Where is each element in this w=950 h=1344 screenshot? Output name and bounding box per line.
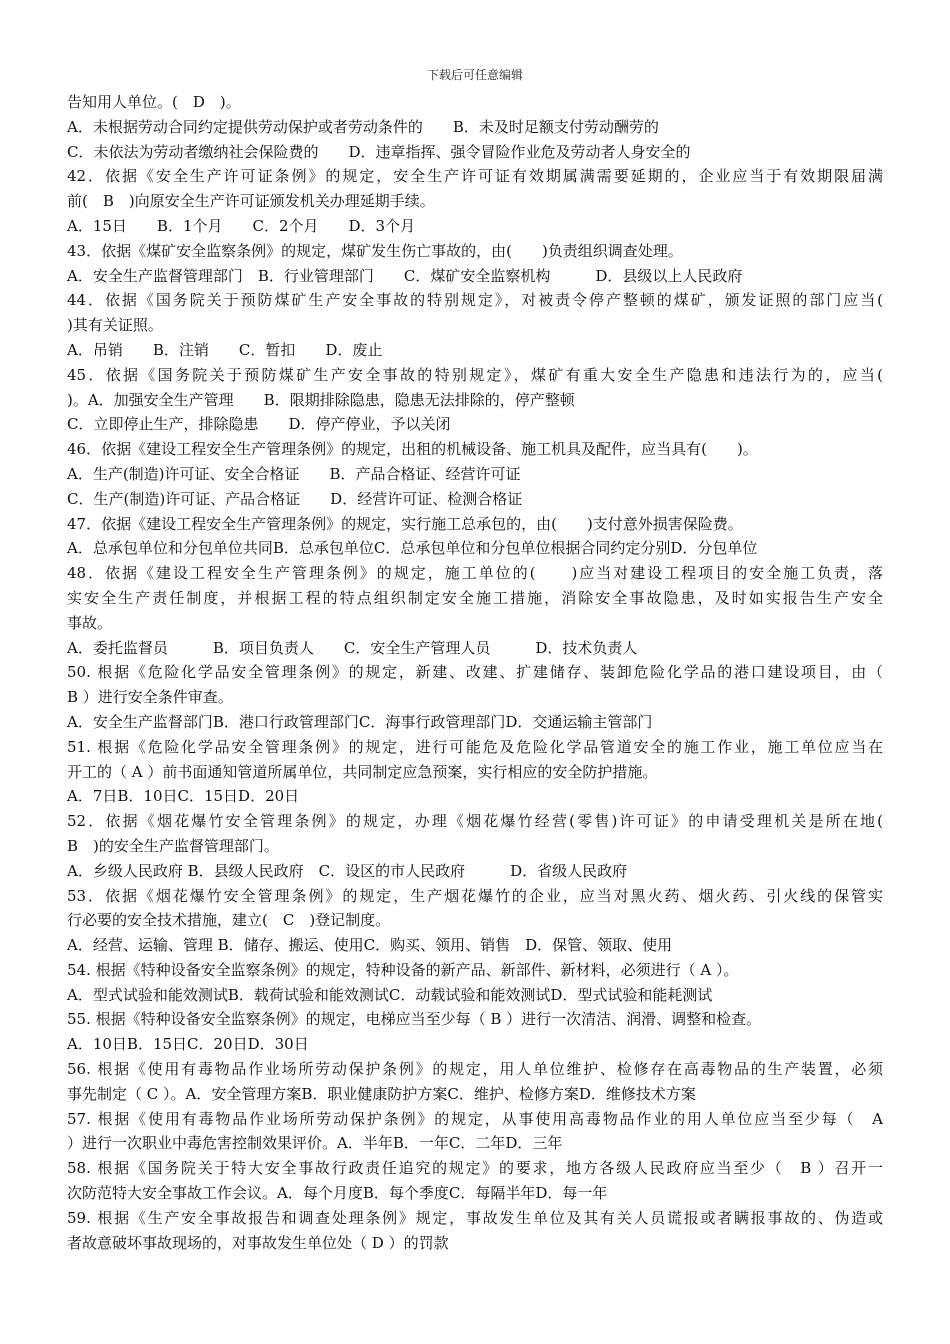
text-line: 行必要的安全技术措施，建立( C )登记制度。 [67,911,391,930]
text-line: A．15日 B．1个月 C．2个月 D．3个月 [67,216,416,235]
text-line: )。A．加强安全生产管理 B．限期排除隐患，隐患无法排除的，停产整顿 [67,390,575,409]
text-line: A．委托监督员 B．项目负责人 C．安全生产管理人员 D．技术负责人 [67,638,638,657]
text-line: 58. 根据《国务院关于特大安全事故行政责任追究的规定》的要求，地方各级人民政府应当至少（ B ）召开一 [67,1159,883,1178]
text-line: 54. 根据《特种设备安全监察条例》的规定，特种设备的新产品、新部件、新材料，必须进行（ A ）。 [67,960,739,979]
text-line: A．型式试验和能效测试B．载荷试验和能效测试C．动载试验和能效测试D．型式试验和能耗测试 [67,985,713,1004]
text-line: A．未根据劳动合同约定提供劳动保护或者劳动条件的 B．未及时足额支付劳动酬劳的 [67,117,659,136]
text-line: 50. 根据《危险化学品安全管理条例》的规定，新建、改建、扩建储存、装卸危险化学品的港口建设项目，由（ [67,663,883,682]
text-line: C．生产(制造)许可证、产品合格证 D．经营许可证、检测合格证 [67,489,523,508]
text-line: 事故。 [67,613,113,632]
text-line: A．安全生产监督部门B．港口行政管理部门C．海事行政管理部门D．交通运输主管部门 [67,712,653,731]
text-line: 前( B )向原安全生产许可证颁发机关办理延期手续。 [67,192,435,211]
text-line: 51. 根据《危险化学品安全管理条例》的规定，进行可能危及危险化学品管道安全的施工作业，施工单位应当在 [67,737,883,756]
text-line: 57. 根据《使用有毒物品作业场所劳动保护条例》的规定，从事使用高毒物品作业的用人单位应当至少每（ A [67,1109,883,1128]
text-line: 实安全生产责任制度，并根据工程的特点组织制定安全施工措施，消除安全事故隐患，及时如实报告生产安全 [67,588,883,607]
text-line: 事先制定（ C ）。A．安全管理方案B．职业健康防护方案C．维护、检修方案D．维修技术方案 [67,1084,696,1103]
text-line: B )的安全生产监督管理部门。 [67,836,279,855]
text-line: ）进行一次职业中毒危害控制效果评价。A．半年B．一年C．二年D．三年 [67,1134,563,1153]
text-line: 告知用人单位。( D )。 [67,93,241,111]
page-header: 下载后可任意编辑 [426,68,523,82]
text-line: 44．依据《国务院关于预防煤矿生产安全事故的特别规定》，对被责令停产整顿的煤矿，颁发证照的部门应当( [67,291,883,310]
document-body [67,90,883,1255]
text-line: 46．依据《建设工程安全生产管理条例》的规定，出租的机械设备、施工机具及配件，应当具有( )。 [67,440,758,459]
text-line: 者故意破坏事故现场的，对事故发生单位处（ D ）的罚款 [67,1233,449,1252]
text-line: C．立即停止生产，排除隐患 D．停产停业，予以关闭 [67,415,451,434]
text-line: A．7日B．10日C．15日D．20日 [67,787,300,806]
text-line: 42．依据《安全生产许可证条例》的规定，安全生产许可证有效期属满需要延期的，企业应当于有效期限届满 [67,167,883,186]
text-line: 43．依据《煤矿安全监察条例》的规定，煤矿发生伤亡事故的，由( )负责组织调查处理。 [67,241,683,260]
text-line: 47．依据《建设工程安全生产管理条例》的规定，实行施工总承包的，由( )支付意外损害保险费。 [67,514,743,533]
text-line: 48．依据《建设工程安全生产管理条例》的规定，施工单位的( )应当对建设工程项目的安全施工负责，落 [67,564,883,583]
text-line: A．安全生产监督管理部门 B．行业管理部门 C．煤矿安全监察机构 D．县级以上人民政府 [67,266,743,285]
text-line: 55. 根据《特种设备安全监察条例》的规定，电梯应当至少每（ B ）进行一次清洁、润滑、调整和检查。 [67,1010,762,1029]
text-line: )其有关证照。 [67,316,163,335]
text-line: 56. 根据《使用有毒物品作业场所劳动保护条例》的规定，用人单位维护、检修存在高毒物品的生产装置，必须 [67,1060,883,1079]
text-line: 次防范特大安全事故工作会议。A．每个月度B．每个季度C．每隔半年D．每一年 [67,1184,608,1203]
text-line: A．乡级人民政府 B．县级人民政府 C．设区的市人民政府 D．省级人民政府 [67,861,628,880]
text-line: A．10日B．15日C．20日D．30日 [67,1035,309,1054]
text-line: 59. 根据《生产安全事故报告和调查处理条例》规定，事故发生单位及其有关人员谎报或者瞒报事故的、伪造或 [67,1208,883,1227]
text-line: A．经营、运输、管理 B．储存、搬运、使用C．购买、领用、销售 D．保管、领取、使用 [67,936,673,955]
text-line: A．总承包单位和分包单位共同B．总承包单位C．总承包单位和分包单位根据合同约定分别D．分包单位 [67,539,758,558]
text-line: 53．依据《烟花爆竹安全管理条例》的规定，生产烟花爆竹的企业，应当对黑火药、烟火药、引火线的保管实 [67,886,883,905]
text-line: 开工的（ A ）前书面通知管道所属单位，共同制定应急预案，实行相应的安全防护措施。 [67,762,658,781]
text-line: C．未依法为劳动者缴纳社会保险费的 D．违章指挥、强令冒险作业危及劳动者人身安全的 [67,142,691,161]
text-line: A．生产(制造)许可证、安全合格证 B．产品合格证、经营许可证 [67,464,521,483]
text-line: 52．依据《烟花爆竹安全管理条例》的规定，办理《烟花爆竹经营(零售)许可证》的申请受理机关是所在地( [67,812,883,831]
text-line: A．吊销 B．注销 C．暂扣 D．废止 [67,340,383,359]
text-line: B ）进行安全条件审查。 [67,688,233,707]
text-line: 45．依据《国务院关于预防煤矿生产安全事故的特别规定》，煤矿有重大安全生产隐患和违法行为的，应当( [67,365,883,384]
